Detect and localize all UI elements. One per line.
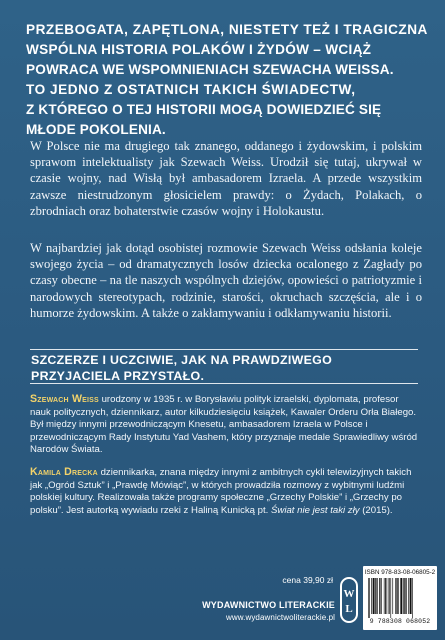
isbn-barcode	[363, 566, 437, 630]
wl-logo-icon	[340, 577, 358, 623]
author-name: Kamila Drecka	[30, 466, 98, 478]
barcode-digits: 9 788308 068052	[369, 618, 431, 625]
callout-line: PRZYJACIELA PRZYSTAŁO.	[31, 369, 205, 383]
barcode-bars	[368, 578, 432, 618]
author-bio-text: dziennikarka, znana między innymi z ambitnych cykli telewizyjnych takich jak „Ogród Sztuk” i „Prawdę Mówiąc”, w których prowadziła rozmowy z wybitnymi ludźmi polskiej kultury. Realizowała także programy społeczne „Grzechy Polskie” i „Grzechy po polsku”. Jest autorką wywiadu rzeki z Haliną Kunicką pt.	[30, 467, 412, 516]
description-paragraph-2: W najbardziej jak dotąd osobistej rozmowie Szewach Weiss odsłania koleje swojego życia – od dramatycznych losów dziecka ocalonego z Zagłady po czasy obecne – na tle naszych wspólnych dziejów, opowieści o patriotyzmie i narodowych stereotypach, rodzinie, starości, okruchach szczęścia, ale i o humorze żydowskim. A także o zakłamywaniu i odkłamywaniu historii.	[30, 241, 422, 320]
author-name: Szewach Weiss	[30, 393, 99, 405]
lead-line: POWRACA WE WSPOMNIENIACH SZEWACHA WEISSA.	[26, 62, 394, 77]
divider-top	[30, 349, 418, 350]
lead-blurb	[26, 20, 426, 140]
callout-quote	[31, 352, 421, 384]
lead-line: MŁODE POKOLENIA.	[26, 122, 166, 137]
svg-text:L: L	[345, 603, 353, 615]
lead-line: WSPÓLNA HISTORIA POLAKÓW I ŻYDÓW – WCIĄŻ	[26, 42, 372, 57]
publisher-block	[200, 600, 335, 622]
author-bio-weiss	[30, 393, 422, 457]
book-title: Świat nie jest taki zły	[271, 504, 360, 516]
author-bio-text: urodzony w 1935 r. w Borysławiu polityk izraelski, dyplomata, profesor nauk politycznych, dziennikarz, autor kilkudziesięciu książek, Kawaler Orderu Orła Białego. Był między innymi przewodniczącym Knesetu, ambasadorem Izraela w Polsce i przewodniczącym Rady Instytutu Yad Vashem, który przyznaje medale Sprawiedliwy wśród Narodów Świata.	[30, 394, 418, 456]
lead-line: Z KTÓREGO O TEJ HISTORII MOGĄ DOWIEDZIEĆ SIĘ	[26, 102, 382, 117]
price-label: cena 39,90 zł	[282, 575, 333, 585]
isbn-label: ISBN 978-83-08-06805-2	[364, 569, 436, 576]
publisher-name: WYDAWNICTWO LITERACKIE	[202, 600, 335, 610]
publisher-url: www.wydawnictwoliterackie.pl	[225, 613, 335, 622]
divider-bottom	[30, 383, 418, 384]
description-paragraph-1: W Polsce nie ma drugiego tak znanego, oddanego i żydowskim, i polskim sprawom intelektualisty jak Szewach Weiss. Urodził się tutaj, ukrywał w czasie wojny, nad Wisłą był ambasadorem Izraela. A przede wszystkim zawsze niestrudzonym głosicielem prawdy: o Żydach, Polakach, o zbrodniach oraz bohaterstwie czasów wojny i Holokaustu.	[30, 139, 422, 218]
author-bio-tail: (2015).	[359, 504, 393, 516]
lead-line: TO JEDNO Z OSTATNICH TAKICH ŚWIADECTW,	[26, 82, 356, 97]
author-bio-drecka	[30, 466, 422, 517]
callout-line: SZCZERZE I UCZCIWIE, JAK NA PRAWDZIWEGO	[31, 353, 333, 367]
lead-line: PRZEBOGATA, ZAPĘTLONA, NIESTETY TEŻ I TRAGICZNA	[26, 22, 428, 37]
svg-text:W: W	[343, 588, 355, 600]
